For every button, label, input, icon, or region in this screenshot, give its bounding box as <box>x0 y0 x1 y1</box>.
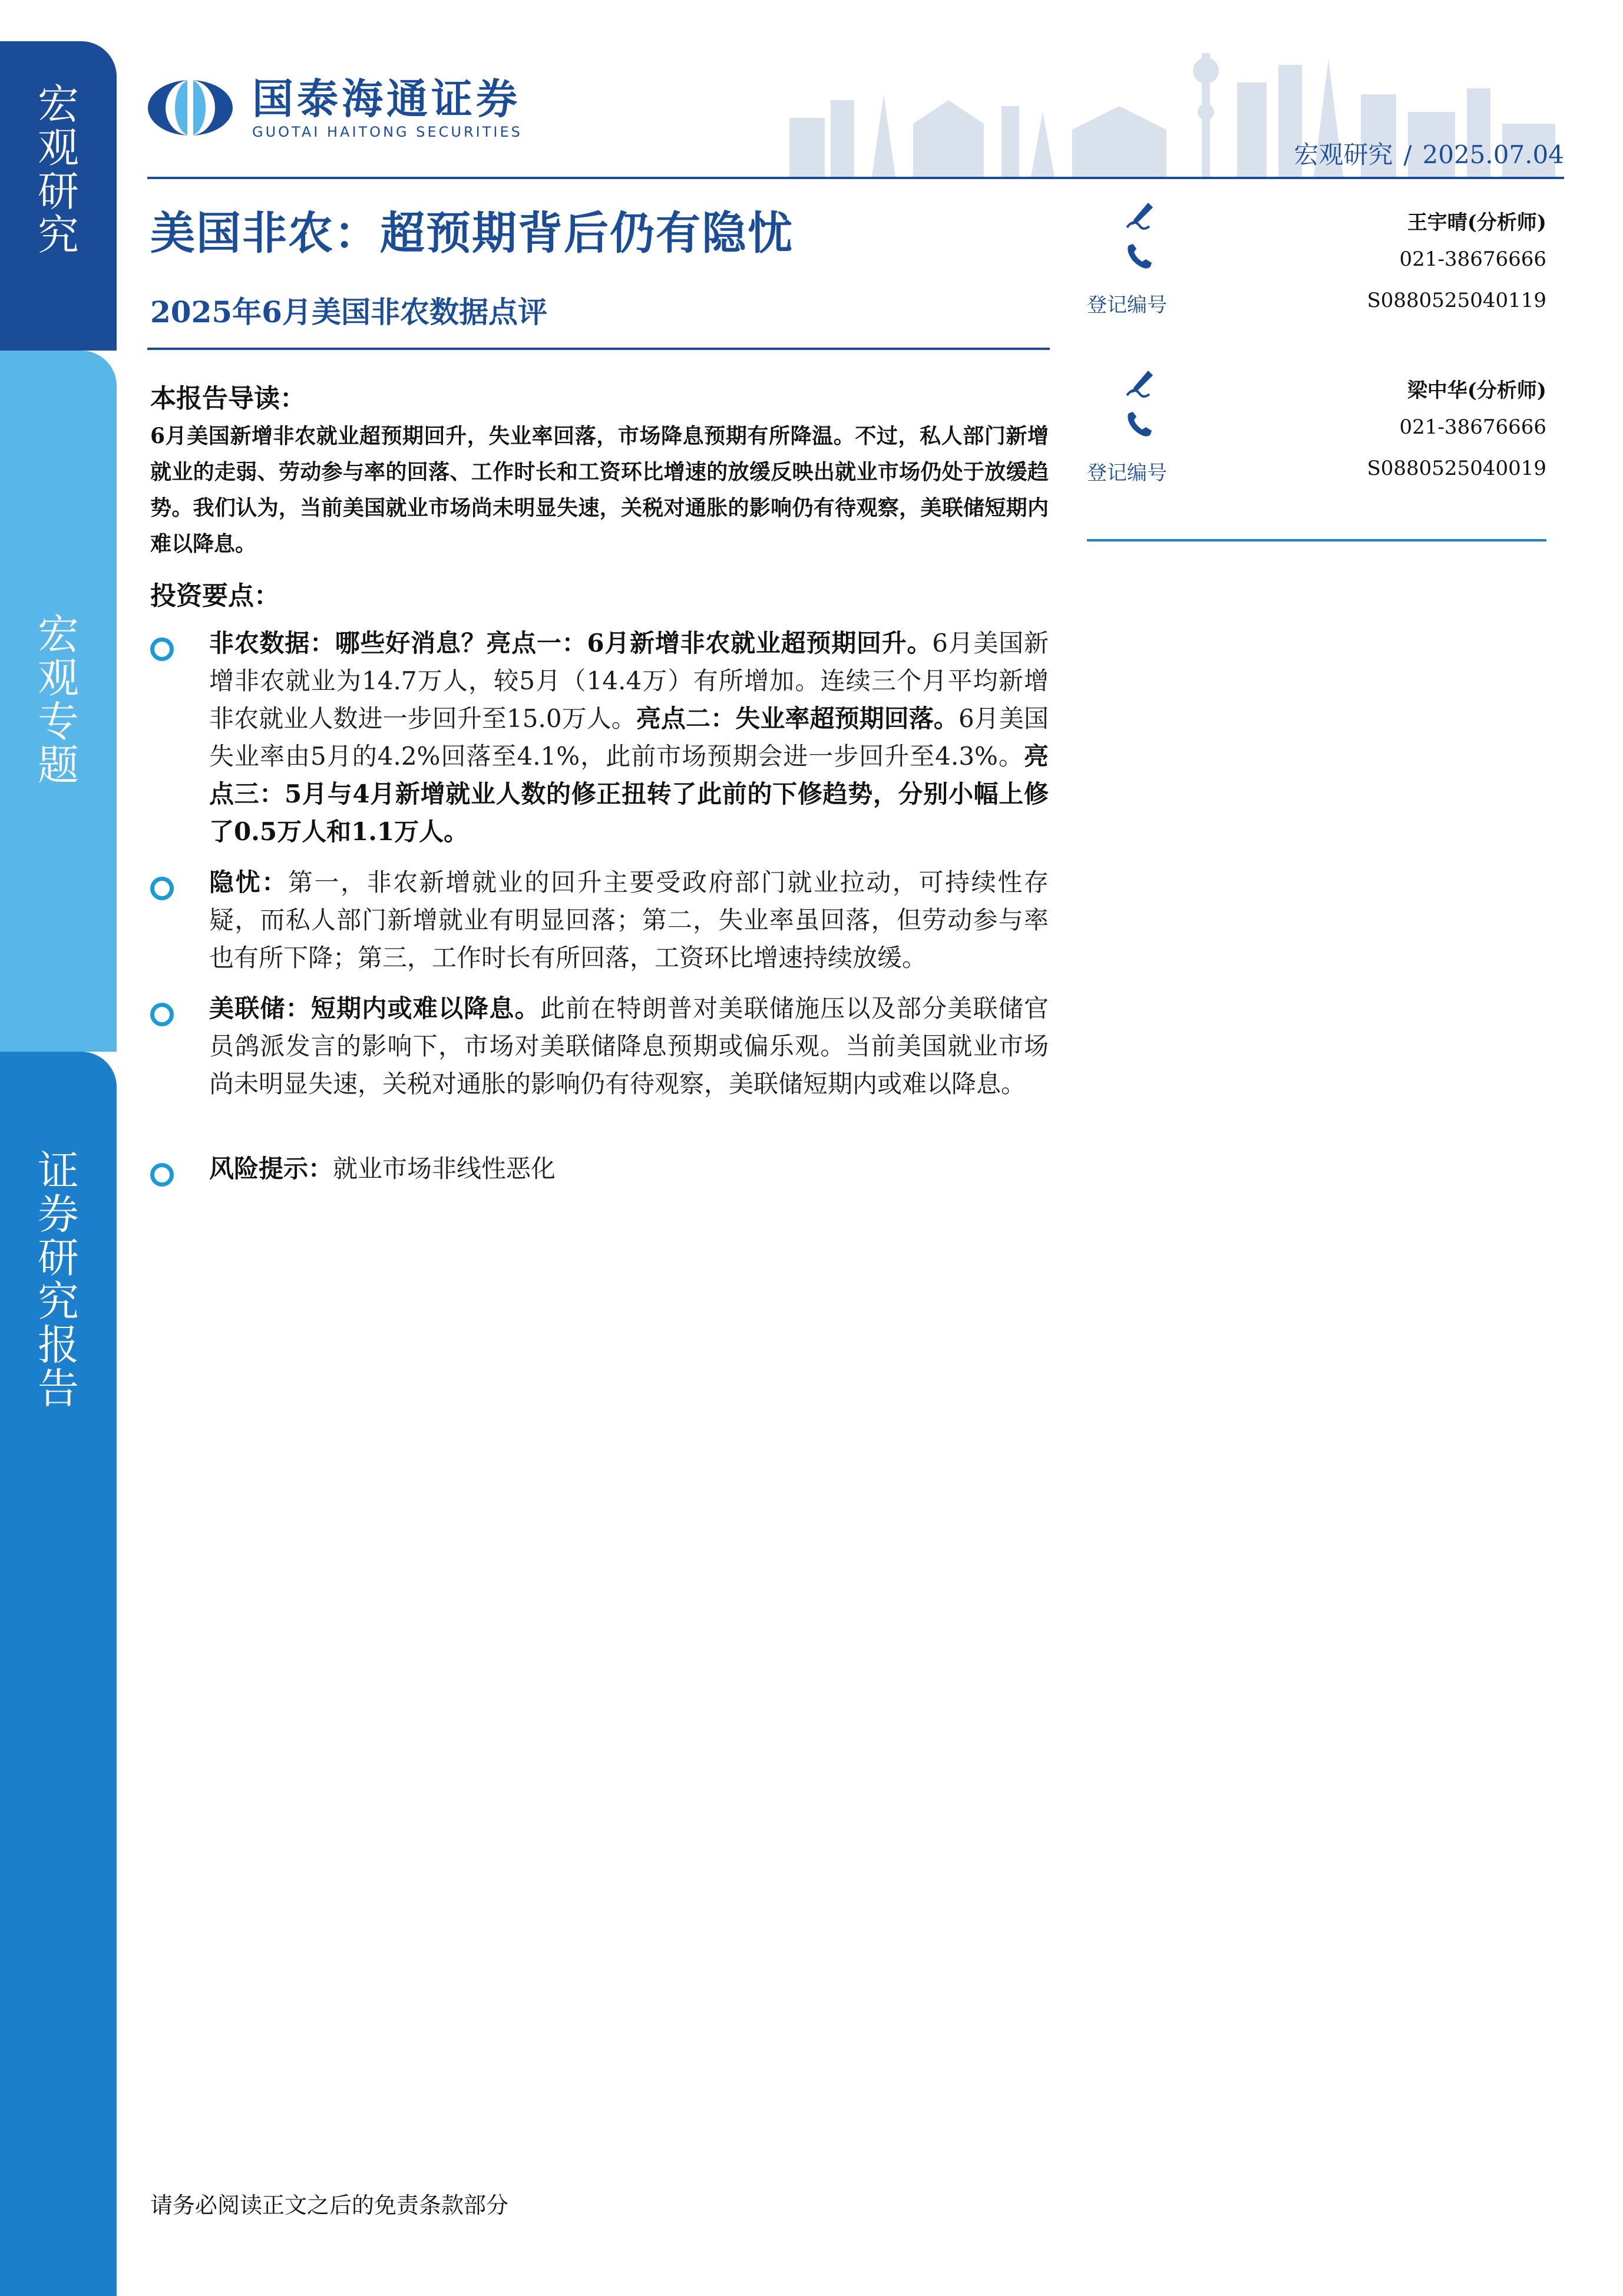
title-divider <box>147 348 1050 350</box>
bullet-ring-icon <box>150 877 174 900</box>
registration-number: S0880525040119 <box>1367 289 1546 312</box>
analyst-card <box>1087 200 1546 324</box>
bullet-ring-icon <box>150 1163 174 1187</box>
disclaimer-footer: 请务必阅读正文之后的免责条款部分 <box>150 2192 509 2218</box>
sidebar-char: 证 <box>38 1147 79 1195</box>
analyst-phone: 021-38676666 <box>1399 415 1546 439</box>
pen-icon <box>1122 200 1158 231</box>
sidebar-char: 究 <box>38 1277 79 1326</box>
registration-label: 登记编号 <box>1087 293 1167 317</box>
report-subtitle: 2025年6月美国非农数据点评 <box>150 295 547 329</box>
sidebar-char: 观 <box>38 124 79 172</box>
report-date: 2025.07.04 <box>1422 140 1564 169</box>
intro-text: 6月美国新增非农就业超预期回升，失业率回落，市场降息预期有所降温。不过，私人部门新增就业的走弱、劳动参与率的回落、工作时长和工资环比增速的放缓反映出就业市场仍处于放缓趋势。我们认为，当前美国就业市场尚未明显失速，关税对通胀的影响仍有待观察，美联储短期内难以降息。 <box>150 424 1049 556</box>
sidebar-char: 专 <box>38 698 79 746</box>
report-category: 宏观研究 <box>1294 140 1393 169</box>
bullet-nonfarm-data <box>150 625 1049 851</box>
sidebar-char: 研 <box>38 167 79 216</box>
bullet-text-bold: 亮点二：失业率超预期回落。 <box>636 704 958 733</box>
registration-number: S0880525040019 <box>1367 457 1546 480</box>
key-points-list <box>150 625 1049 1188</box>
bullet-text: 就业市场非线性恶化 <box>333 1154 556 1183</box>
sidebar-tab-securities-report <box>0 1052 117 2296</box>
analyst-name: 王宇晴(分析师) <box>1407 211 1546 234</box>
report-meta <box>1294 136 1564 171</box>
logo-chinese-name: 国泰海通证券 <box>252 75 521 123</box>
sidebar-char: 券 <box>38 1190 79 1238</box>
phone-icon <box>1122 242 1158 272</box>
sidebar-tab-macro-research <box>0 41 117 351</box>
meta-separator: / <box>1403 140 1412 169</box>
company-logo <box>146 75 523 140</box>
phone-icon <box>1122 409 1158 440</box>
sidebar-char: 究 <box>38 211 79 259</box>
sidebar-char: 题 <box>38 741 79 789</box>
key-points-heading: 投资要点： <box>150 581 280 611</box>
bullet-ring-icon <box>150 1003 174 1026</box>
analyst-phone: 021-38676666 <box>1399 247 1546 271</box>
bullet-fed <box>150 990 1049 1103</box>
bullet-text-bold: 亮点三：5月与4月新增就业人数的修正扭转了此前的下修趋势，分别小幅上修了0.5万人和1.1万人。 <box>209 742 1049 846</box>
pen-icon <box>1122 368 1158 399</box>
logo-mark-icon <box>146 78 234 137</box>
bullet-text-bold: 非农数据：哪些好消息？亮点一：6月新增非农就业超预期回升。 <box>209 629 933 658</box>
analyst-divider <box>1087 539 1546 541</box>
analyst-name: 梁中华(分析师) <box>1407 379 1546 402</box>
sidebar-char: 告 <box>38 1365 79 1413</box>
sidebar-char: 宏 <box>38 610 79 659</box>
bullet-ring-icon <box>150 637 174 661</box>
sidebar-char: 宏 <box>38 80 79 128</box>
bullet-text: 6月美国失业率由5月的4.2%回落至4.1%，此前市场预期会进一步回升至4.3%。 <box>209 704 1049 771</box>
left-sidebar <box>0 41 117 2296</box>
bullet-text-bold: 隐忧： <box>209 868 288 897</box>
registration-label: 登记编号 <box>1087 461 1167 485</box>
bullet-text: 6月美国新增非农就业为14.7万人，较5月（14.4万）有所增加。连续三个月平均新增非农就业人数进一步回升至15.0万人。 <box>209 629 1049 733</box>
sidebar-char: 观 <box>38 654 79 702</box>
logo-english-name: GUOTAI HAITONG SECURITIES <box>252 124 523 140</box>
bullet-text: 此前在特朗普对美联储施压以及部分美联储官员鸽派发言的影响下，市场对美联储降息预期或偏乐观。当前美国就业市场尚未明显失速，关税对通胀的影响仍有待观察，美联储短期内或难以降息。 <box>209 994 1049 1098</box>
bullet-text-bold: 美联储：短期内或难以降息。 <box>209 994 540 1023</box>
bullet-risk <box>150 1150 1049 1188</box>
sidebar-tab-macro-topic <box>0 351 117 1052</box>
bullet-text-bold: 风险提示： <box>209 1154 333 1183</box>
intro-heading: 本报告导读： <box>150 384 306 414</box>
sidebar-char: 报 <box>38 1321 79 1369</box>
report-title: 美国非农：超预期背后仍有隐忧 <box>150 207 794 259</box>
bullet-concerns <box>150 864 1049 977</box>
sidebar-char: 研 <box>38 1234 79 1282</box>
header-divider <box>147 177 1564 179</box>
bullet-text: 第一，非农新增就业的回升主要受政府部门就业拉动，可持续性存疑，而私人部门新增就业有明显回落；第二，失业率虽回落，但劳动参与率也有所下降；第三，工作时长有所回落，工资环比增速持续放缓。 <box>209 868 1049 972</box>
analyst-card <box>1087 368 1546 492</box>
